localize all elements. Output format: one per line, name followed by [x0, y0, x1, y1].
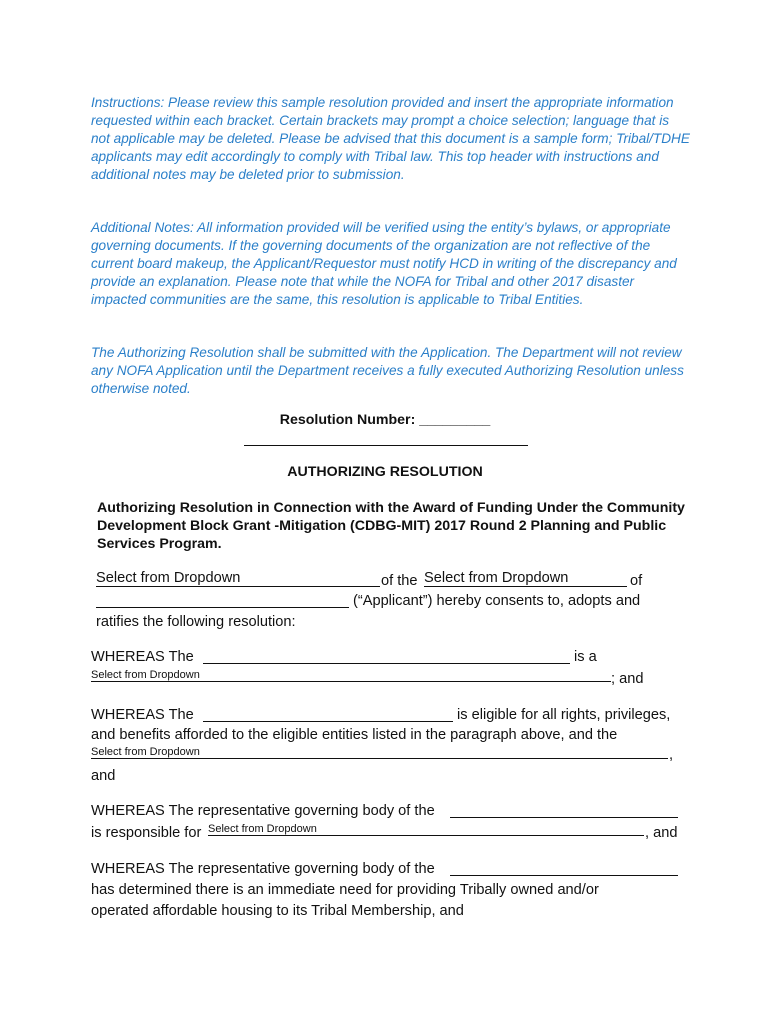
document-title: AUTHORIZING RESOLUTION — [287, 464, 483, 480]
intro-of: of — [630, 573, 643, 589]
responsibility-dropdown[interactable]: Select from Dropdown — [208, 823, 644, 836]
whereas2-comma: , — [669, 747, 674, 763]
whereas2-start: WHEREAS The — [91, 707, 194, 723]
whereas2-eligible: is eligible for all rights, privileges, — [457, 707, 671, 723]
instructions-paragraph: Instructions: Please review this sample resolution provided and insert the appropriate information requested within each bracket. Certain brackets may prompt a choice selection; language that is not applicable may be deleted. Please be advised that this document is a sample form; Tribal/TDHE applicants may edit accordingly to comply with Tribal law. This top header with instructions and additional notes may be deleted prior to submission. — [91, 95, 690, 182]
intro-applicant-text: (“Applicant”) hereby consents to, adopts and — [353, 593, 641, 609]
whereas4-line3: operated affordable housing to its Tribal Membership, and — [91, 903, 464, 919]
applicant-name-dropdown[interactable]: Select from Dropdown — [96, 570, 380, 587]
whereas2-line2: and benefits afforded to the eligible entities listed in the paragraph above, and the — [91, 727, 618, 743]
whereas1-start: WHEREAS The — [91, 649, 194, 665]
location-blank[interactable] — [96, 593, 349, 608]
submission-note-paragraph: The Authorizing Resolution shall be submitted with the Application. The Department will not review any NOFA Application until the Department receives a fully executed Authorizing Resolution unless otherwise noted. — [91, 345, 684, 396]
eligible-entity-dropdown[interactable]: Select from Dropdown — [91, 746, 668, 759]
whereas2-and: and — [91, 768, 116, 784]
whereas3-responsible: is responsible for — [91, 825, 202, 841]
resolution-number: Resolution Number: _________ — [279, 412, 491, 428]
additional-notes-paragraph: Additional Notes: All information provided will be verified using the entity’s bylaws, or appropriate governing documents. If the governing documents of the organization are not reflective of the current board makeup, the Applicant/Requestor must notify HCD in writing of the discrepancy and provide an explanation. Please note that while the NOFA for Tribal and other 2017 disaster impacted communities are the same, this resolution is applicable to Tribal Entities. — [91, 220, 677, 307]
whereas3-body-blank[interactable] — [450, 803, 678, 818]
whereas1-is-a: is a — [574, 649, 597, 665]
whereas3-and: , and — [645, 825, 678, 841]
whereas1-entity-blank[interactable] — [203, 649, 570, 664]
entity-type-dropdown[interactable]: Select from Dropdown — [91, 669, 611, 682]
whereas4-body-blank[interactable] — [450, 861, 678, 876]
whereas2-entity-blank[interactable] — [203, 707, 453, 722]
whereas4-line2: has determined there is an immediate need for providing Tribally owned and/or — [91, 882, 599, 898]
resolution-heading: Authorizing Resolution in Connection with the Award of Funding Under the Community Development Block Grant -Mitigation (CDBG-MIT) 2017 Round 2 Planning and Public Services Program. — [97, 500, 685, 552]
jurisdiction-dropdown[interactable]: Select from Dropdown — [424, 570, 627, 587]
intro-ratifies-text: ratifies the following resolution: — [96, 614, 296, 630]
whereas3-start: WHEREAS The representative governing body of the — [91, 803, 435, 819]
whereas4-start: WHEREAS The representative governing body of the — [91, 861, 435, 877]
intro-of-the: of the — [381, 573, 418, 589]
whereas1-and: ; and — [611, 671, 644, 687]
divider-line — [244, 445, 528, 446]
